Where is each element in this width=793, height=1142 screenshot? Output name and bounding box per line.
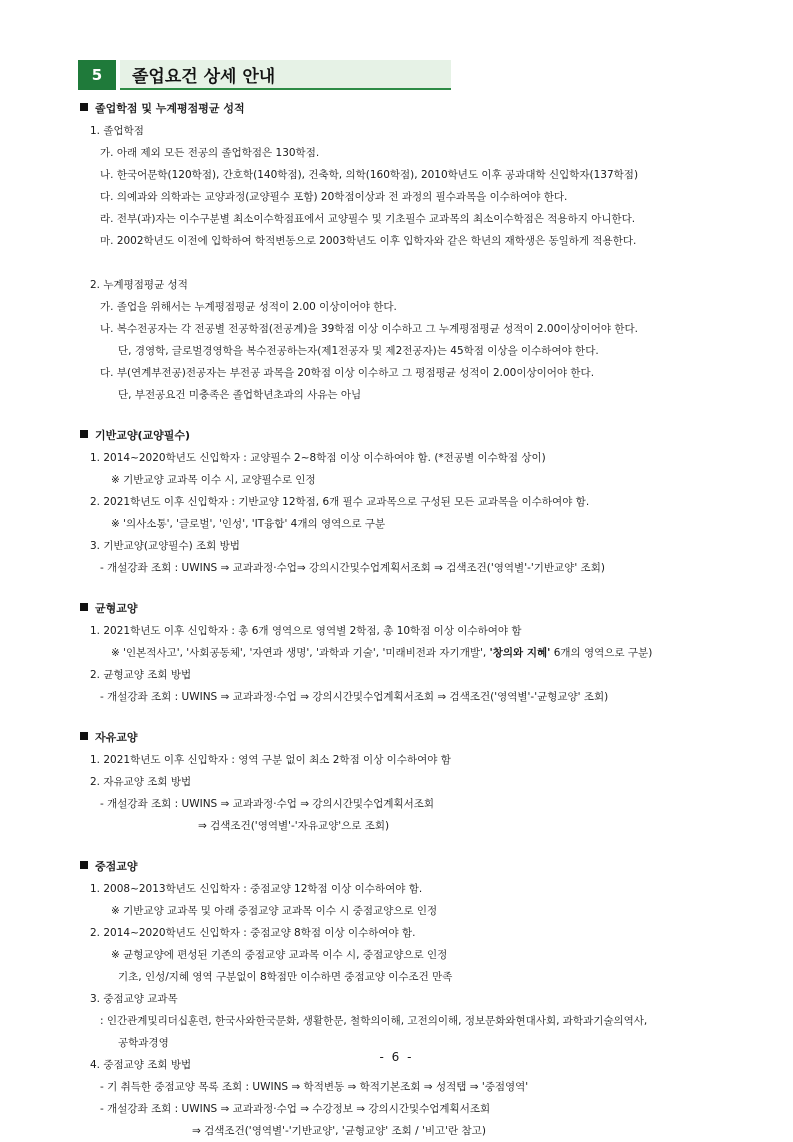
note: ※ 균형교양에 편성된 기존의 중점교양 교과목 이수 시, 중점교양으로 인정	[111, 949, 448, 961]
note: 기초, 인성/지혜 영역 구분없이 8학점만 이수하면 중점교양 이수조건 만족	[118, 971, 453, 983]
item: 1. 2021학년도 이후 신입학자 : 영역 구분 없이 최소 2학점 이상 이수하여야 함	[90, 754, 451, 766]
note: ※ '의사소통', '글로벌', '인성', 'IT융합' 4개의 영역으로 구분	[111, 518, 386, 530]
note: ※ 기반교양 교과목 이수 시, 교양필수로 인정	[111, 474, 316, 486]
item: 1. 졸업학점	[90, 125, 144, 137]
note: ※ '인본적사고', '사회공동체', '자연과 생명', '과학과 기술', '미래비전과 자기개발', '창의와 지혜' 6개의 영역으로 구분)	[111, 647, 653, 659]
item: 다. 부(연계부전공)전공자는 부전공 과목을 20학점 이상 이수하고 그 평점평균 성적이 2.00이상이어야 한다.	[100, 367, 595, 379]
item: 2. 자유교양 조회 방법	[90, 776, 192, 788]
page-number: - 6 -	[379, 1050, 414, 1064]
note: ⇒ 검색조건('영역별'-'기반교양', '균형교양' 조회 / '비고'란 참고)	[192, 1125, 486, 1137]
note: 단, 경영학, 글로벌경영학을 복수전공하는자(제1전공자 및 제2전공자)는 45학점 이상을 이수하여야 한다.	[118, 345, 599, 357]
item: 2. 2021학년도 이후 신입학자 : 기반교양 12학점, 6개 필수 교과목으로 구성된 모든 교과목을 이수하여야 함.	[90, 496, 590, 508]
item: 1. 2021학년도 이후 신입학자 : 총 6개 영역으로 영역별 2학점, 총 10학점 이상 이수하여야 함	[90, 625, 522, 637]
item: 가. 졸업을 위해서는 누계평점평균 성적이 2.00 이상이어야 한다.	[100, 301, 397, 313]
item: 나. 복수전공자는 각 전공별 전공학점(전공계)을 39학점 이상 이수하고 그 누계평점평균 성적이 2.00이상이어야 한다.	[100, 323, 638, 335]
item: 1. 2008~2013학년도 신입학자 : 중점교양 12학점 이상 이수하여야 함.	[90, 883, 423, 895]
note: 단, 부전공요건 미충족은 졸업학년초과의 사유는 아님	[118, 389, 362, 401]
note: - 개설강좌 조회 : UWINS ⇒ 교과과정·수업 ⇒ 수강정보 ⇒ 강의시간및수업계획서조회	[100, 1103, 491, 1115]
item: 4. 중점교양 조회 방법	[90, 1059, 192, 1071]
item: 3. 기반교양(교양필수) 조회 방법	[90, 540, 240, 552]
heading-core-liberal-arts: 중점교양	[80, 856, 700, 878]
note: - 개설강좌 조회 : UWINS ⇒ 교과과정·수업⇒ 강의시간및수업계획서조회 ⇒ 검색조건('영역별'-'기반교양' 조회)	[100, 562, 605, 574]
section-header	[78, 60, 451, 90]
square-bullet-icon	[80, 861, 88, 869]
item: 다. 의예과와 의학과는 교양과정(교양필수 포함) 20학점이상과 전 과정의 필수과목을 이수하여야 한다.	[100, 191, 568, 203]
note: : 인간관계및리더십훈련, 한국사와한국문화, 생활한문, 철학의이해, 고전의이해, 정보문화와현대사회, 과학과기술의역사,	[100, 1015, 648, 1027]
note: - 개설강좌 조회 : UWINS ⇒ 교과과정·수업 ⇒ 강의시간및수업계획서조회	[100, 798, 435, 810]
item: 나. 한국어문학(120학점), 간호학(140학점), 건축학, 의학(160학점), 2010학년도 이후 공과대학 신입학자(137학점)	[100, 169, 639, 181]
item: 3. 중점교양 교과목	[90, 993, 178, 1005]
document-body	[80, 98, 700, 1142]
item: 라. 전부(과)자는 이수구분별 최소이수학점표에서 교양필수 및 기초필수 교과목의 최소이수학점은 적용하지 아니한다.	[100, 213, 636, 225]
item: 2. 2014~2020학년도 신입학자 : 중점교양 8학점 이상 이수하여야 함.	[90, 927, 416, 939]
heading-free-liberal-arts: 자유교양	[80, 727, 700, 749]
note: ※ 기반교양 교과목 및 아래 중점교양 교과목 이수 시 중점교양으로 인정	[111, 905, 438, 917]
section-number: 5	[78, 60, 116, 90]
item: 마. 2002학년도 이전에 입학하여 학적변동으로 2003학년도 이후 입학자와 같은 학년의 재학생은 동일하게 적용한다.	[100, 235, 637, 247]
square-bullet-icon	[80, 603, 88, 611]
note: ⇒ 검색조건('영역별'-'자유교양'으로 조회)	[198, 820, 390, 832]
square-bullet-icon	[80, 732, 88, 740]
item: 2. 누계평점평균 성적	[90, 279, 188, 291]
square-bullet-icon	[80, 430, 88, 438]
item: 가. 아래 제외 모든 전공의 졸업학점은 130학점.	[100, 147, 320, 159]
heading-graduation-credits: 졸업학점 및 누계평점평균 성적	[80, 98, 700, 120]
note: - 기 취득한 중점교양 목록 조회 : UWINS ⇒ 학적변동 ⇒ 학적기본조회 ⇒ 성적탭 ⇒ '중점영역'	[100, 1081, 529, 1093]
section-title: 졸업요건 상세 안내	[120, 60, 451, 90]
note: - 개설강좌 조회 : UWINS ⇒ 교과과정·수업 ⇒ 강의시간및수업계획서조회 ⇒ 검색조건('영역별'-'균형교양' 조회)	[100, 691, 609, 703]
item: 2. 균형교양 조회 방법	[90, 669, 192, 681]
heading-balanced-liberal-arts: 균형교양	[80, 598, 700, 620]
note: 공학과경영	[118, 1037, 169, 1049]
item: 1. 2014~2020학년도 신입학자 : 교양필수 2~8학점 이상 이수하여야 함. (*전공별 이수학점 상이)	[90, 452, 546, 464]
square-bullet-icon	[80, 103, 88, 111]
heading-basic-liberal-arts: 기반교양(교양필수)	[80, 425, 700, 447]
